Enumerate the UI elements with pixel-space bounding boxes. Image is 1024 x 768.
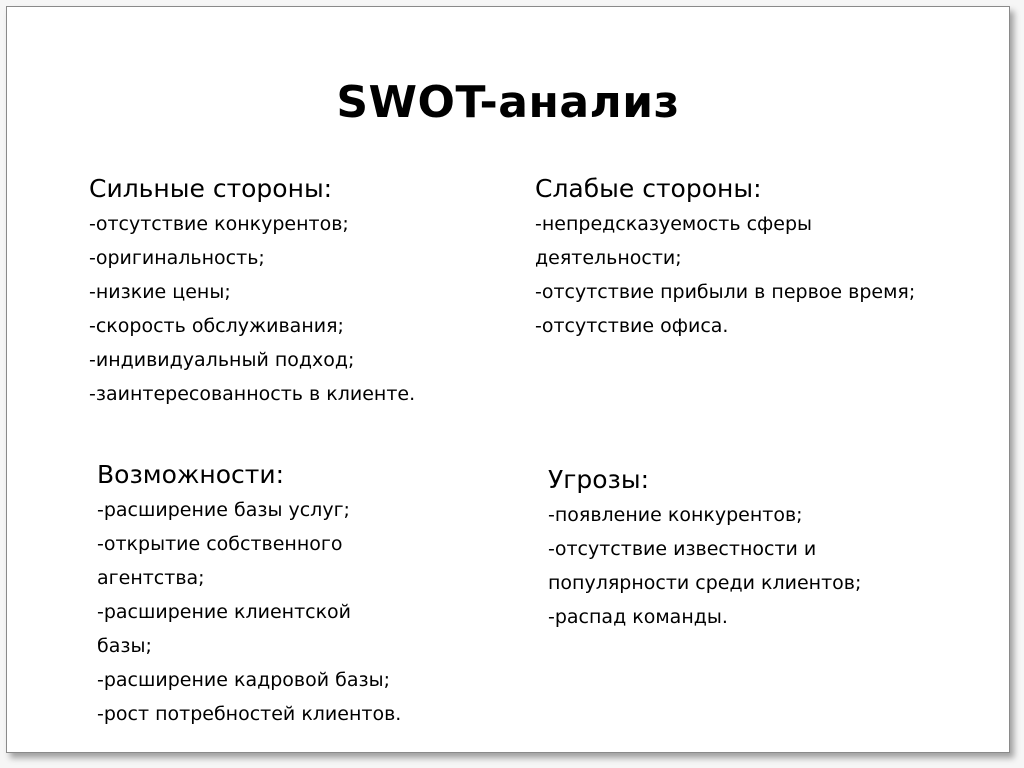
- list-item: -отсутствие конкурентов;: [89, 213, 349, 235]
- list-item: -расширение клиентской: [97, 601, 352, 623]
- threats-list: [548, 498, 861, 634]
- slide-title: SWOT-анализ: [336, 77, 680, 128]
- weaknesses-list: [535, 207, 915, 343]
- list-item: -распад команды.: [548, 606, 728, 628]
- list-item: -низкие цены;: [89, 281, 231, 303]
- strengths-block: [89, 171, 415, 411]
- list-item: -заинтересованность в клиенте.: [89, 383, 416, 405]
- list-item: -индивидуальный подход;: [89, 349, 355, 371]
- list-item: агентства;: [97, 567, 205, 589]
- list-item: -рост потребностей клиентов.: [97, 703, 402, 725]
- list-item: -непредсказуемость сферы: [535, 213, 813, 235]
- strengths-heading: Сильные стороны:: [89, 174, 333, 203]
- list-item: -отсутствие известности и: [548, 538, 817, 560]
- list-item: -скорость обслуживания;: [89, 315, 344, 337]
- slide: [6, 6, 1010, 753]
- weaknesses-heading: Слабые стороны:: [535, 174, 762, 203]
- list-item: -оригинальность;: [89, 247, 265, 269]
- list-item: -отсутствие офиса.: [535, 315, 729, 337]
- threats-heading: Угрозы:: [548, 465, 649, 494]
- list-item: деятельности;: [535, 247, 682, 269]
- list-item: -расширение кадровой базы;: [97, 669, 391, 691]
- strengths-list: [89, 207, 415, 411]
- opportunities-block: [97, 457, 401, 731]
- list-item: -расширение базы услуг;: [97, 499, 350, 521]
- list-item: -открытие собственного: [97, 533, 343, 555]
- threats-block: [548, 462, 861, 634]
- list-item: базы;: [97, 635, 152, 657]
- list-item: -отсутствие прибыли в первое время;: [535, 281, 916, 303]
- opportunities-heading: Возможности:: [97, 460, 285, 489]
- weaknesses-block: [535, 171, 915, 343]
- list-item: -появление конкурентов;: [548, 504, 803, 526]
- list-item: популярности среди клиентов;: [548, 572, 862, 594]
- opportunities-list: [97, 493, 401, 731]
